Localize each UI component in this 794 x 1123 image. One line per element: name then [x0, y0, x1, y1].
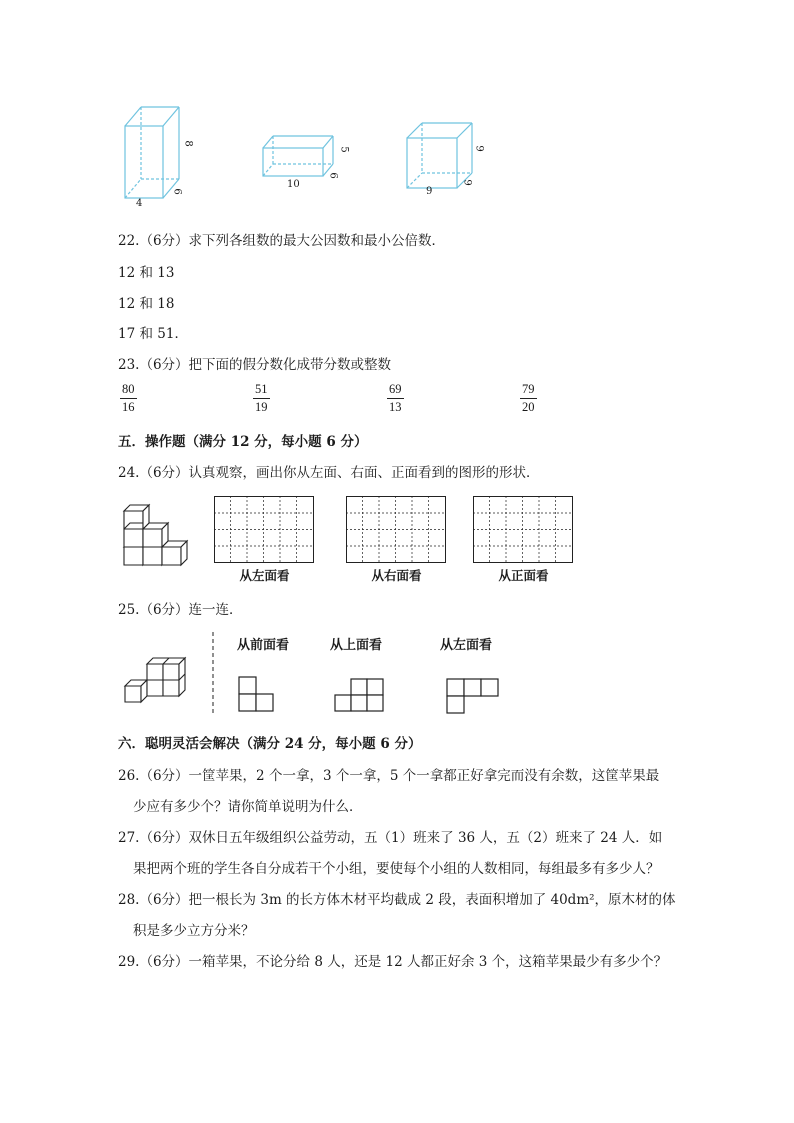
q27-line-1: 27.（6分）双休日五年级组织公益劳动，五（1）班来了 36 人，五（2）班来了 24 人．如	[118, 830, 663, 846]
q25-cube-stack	[122, 656, 197, 711]
q28-line-1: 28.（6分）把一根长为 3m 的长方体木材平均截成 2 段，表面积增加了 40dm²，原木材的体	[118, 892, 676, 908]
q25-shape-c[interactable]	[446, 678, 502, 716]
prism2-height-label: 5	[338, 146, 350, 153]
prism1-depth-label: 6	[171, 188, 183, 195]
prism3-width-label: 9	[426, 186, 433, 197]
prism2-depth-label: 6	[327, 172, 339, 179]
section6-heading: 六．聪明灵活会解决（满分 24 分，每小题 6 分）	[118, 736, 422, 752]
q22-item-1: 12 和 13	[118, 265, 175, 281]
prism2-length-label: 10	[287, 179, 300, 190]
q22-item-2: 12 和 18	[118, 296, 175, 312]
q28-line-2: 积是多少立方分米？	[133, 923, 255, 939]
q22-title: 22.（6分）求下列各组数的最大公因数和最小公倍数．	[118, 233, 446, 249]
q25-shape-b[interactable]	[334, 678, 389, 716]
prism-figure-1	[118, 100, 208, 215]
q24-label-front-view: 从正面看	[498, 568, 549, 583]
q24-grid-right-view[interactable]	[346, 496, 447, 564]
q25-label-front: 从前面看	[237, 638, 290, 653]
q25-shape-a[interactable]	[238, 676, 278, 714]
q26-line-1: 26.（6分）一筐苹果，2 个一拿，3 个一拿，5 个一拿都正好拿完而没有余数，这筐苹果最	[118, 768, 660, 784]
q23-title: 23.（6分）把下面的假分数化成带分数或整数	[118, 357, 392, 373]
q24-label-left-view: 从左面看	[239, 568, 290, 583]
q27-line-2: 果把两个班的学生各自分成若干个小组，要使每个小组的人数相同，每组最多有多少人？	[133, 861, 660, 877]
prism3-depth-label: 9	[461, 179, 473, 186]
q23-fraction-3: 69 13	[389, 382, 402, 414]
prism1-height-label: 8	[182, 140, 194, 147]
prism3-height-label: 9	[473, 145, 485, 152]
q25-label-left: 从左面看	[440, 638, 493, 653]
q25-title: 25.（6分）连一连．	[118, 602, 243, 618]
q22-item-3: 17 和 51．	[118, 326, 188, 342]
q29-line-1: 29.（6分）一箱苹果，不论分给 8 人，还是 12 人都正好余 3 个，这箱苹果最少有多少个？	[118, 954, 668, 970]
q23-fraction-1: 80 16	[122, 382, 135, 414]
q25-label-top: 从上面看	[330, 638, 383, 653]
q25-divider	[211, 632, 215, 716]
prism1-width-label: 4	[136, 198, 143, 209]
q24-grid-front-view[interactable]	[473, 496, 574, 564]
q23-fraction-2: 51 19	[255, 382, 268, 414]
q26-line-2: 少应有多少个？请你简单说明为什么．	[133, 799, 363, 815]
q23-fraction-4: 79 20	[522, 382, 535, 414]
section5-heading: 五．操作题（满分 12 分，每小题 6 分）	[118, 434, 368, 450]
q24-cube-stack	[120, 498, 195, 568]
q24-label-right-view: 从右面看	[371, 568, 422, 583]
q24-title: 24.（6分）认真观察，画出你从左面、右面、正面看到的图形的形状．	[118, 465, 540, 481]
prism-figure-3	[402, 118, 492, 198]
q24-grid-left-view[interactable]	[214, 496, 315, 564]
